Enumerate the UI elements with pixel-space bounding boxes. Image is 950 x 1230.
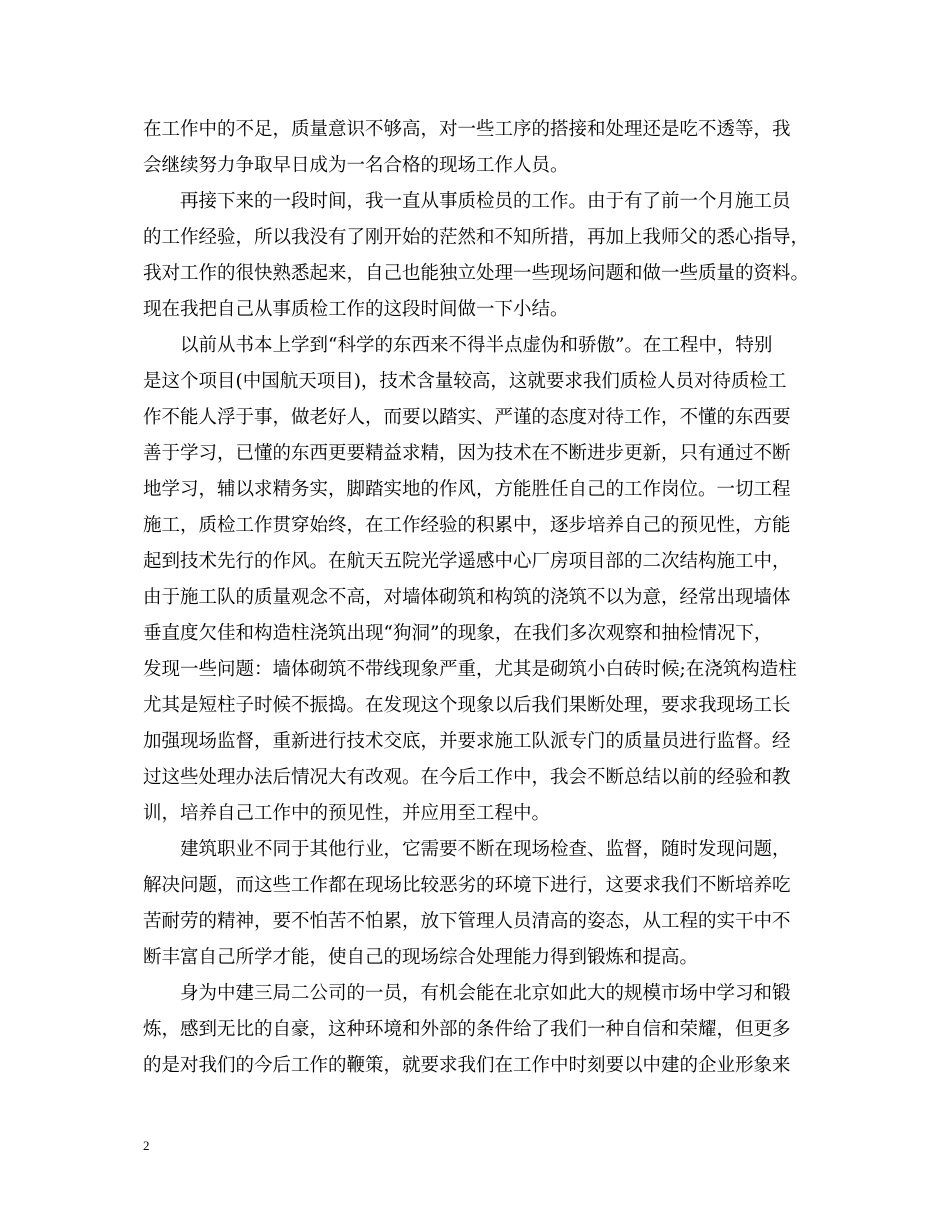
text-line: 的是对我们的今后工作的鞭策，就要求我们在工作中时刻要以中建的企业形象来 [143,1055,791,1076]
text-line: 过这些处理办法后情况大有改观。在今后工作中，我会不断总结以前的经验和教 [143,767,791,788]
paragraph-first-line: 建筑职业不同于其他行业，它需要不断在现场检查、监督，随时发现问题， [180,839,791,860]
text-line: 善于学习，已懂的东西更要精益求精，因为技术在不断进步更新，只有通过不断 [143,443,791,464]
text-line: 发现一些问题：墙体砌筑不带线现象严重，尤其是砌筑小白砖时候;在浇筑构造柱 [143,659,797,680]
paragraph-first-line: 再接下来的一段时间，我一直从事质检员的工作。由于有了前一个月施工员 [180,191,791,212]
text-line: 训，培养自己工作中的预见性，并应用至工程中。 [143,803,551,824]
document-body [143,112,833,1084]
text-line: 炼，感到无比的自豪，这种环境和外部的条件给了我们一种自信和荣耀，但更多 [143,1019,791,1040]
text-line: 是这个项目(中国航天项目)，技术含量较高，这就要求我们质检人员对待质检工 [143,371,787,392]
text-line: 尤其是短柱子时候不振捣。在发现这个现象以后我们果断处理，要求我现场工长 [143,695,791,716]
text-line: 现在我把自己从事质检工作的这段时间做一下小结。 [143,299,569,320]
text-line: 的工作经验，所以我没有了刚开始的茫然和不知所措，再加上我师父的悉心指导， [143,227,810,248]
text-line: 加强现场监督，重新进行技术交底，并要求施工队派专门的质量员进行监督。经 [143,731,791,752]
text-line: 在工作中的不足，质量意识不够高，对一些工序的搭接和处理还是吃不透等，我 [143,119,791,140]
page-number: 2 [143,1138,150,1153]
text-line: 施工，质检工作贯穿始终，在工作经验的积累中，逐步培养自己的预见性，方能 [143,515,791,536]
paragraph-first-line: 以前从书本上学到“科学的东西来不得半点虚伪和骄傲”。在工程中，特别 [180,335,773,356]
text-line: 断丰富自己所学才能，使自己的现场综合处理能力得到锻炼和提高。 [143,947,699,968]
text-line: 由于施工队的质量观念不高，对墙体砌筑和构筑的浇筑不以为意，经常出现墙体 [143,587,791,608]
text-line: 苦耐劳的精神，要不怕苦不怕累，放下管理人员清高的姿态，从工程的实干中不 [143,911,791,932]
text-line: 我对工作的很快熟悉起来，自己也能独立处理一些现场问题和做一些质量的资料。 [143,263,810,284]
text-line: 起到技术先行的作风。在航天五院光学遥感中心厂房项目部的二次结构施工中， [143,551,791,572]
text-line: 垂直度欠佳和构造柱浇筑出现“狗洞”的现象，在我们多次观察和抽检情况下， [143,623,773,644]
text-line: 地学习，辅以求精务实，脚踏实地的作风，方能胜任自己的工作岗位。一切工程 [143,479,791,500]
text-line: 解决问题，而这些工作都在现场比较恶劣的环境下进行，这要求我们不断培养吃 [143,875,791,896]
text-line: 会继续努力争取早日成为一名合格的现场工作人员。 [143,155,569,176]
paragraph-first-line: 身为中建三局二公司的一员，有机会能在北京如此大的规模市场中学习和锻 [180,983,791,1004]
text-line: 作不能人浮于事，做老好人，而要以踏实、严谨的态度对待工作，不懂的东西要 [143,407,791,428]
